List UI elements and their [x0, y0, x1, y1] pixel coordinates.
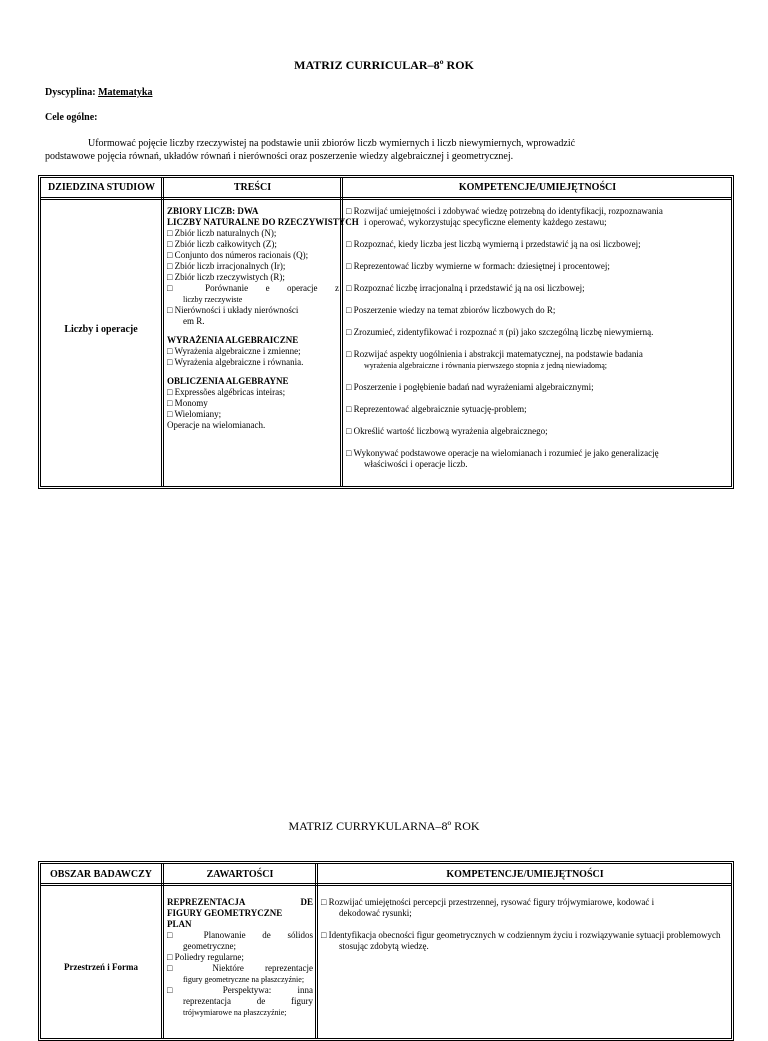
- column-divider: [161, 864, 164, 1038]
- section-heading: WYRAŻENIA ALGEBRAICZNE: [167, 335, 299, 345]
- content-item: □ Poliedry regularne;: [167, 952, 244, 962]
- content-heading-1: ZBIORY LICZB: DWA: [167, 206, 259, 216]
- content-item: geometryczne;: [183, 941, 236, 951]
- competence-text: □ Poszerzenie wiedzy na temat zbiorów liczbowych do R;: [346, 305, 556, 315]
- competence-item: [346, 239, 716, 250]
- competence-text: □ Rozwijać aspekty uogólnienia i abstrakcji matematycznej, na podstawie badania: [346, 349, 643, 359]
- content-heading-1: REPREZENTACJA DE: [167, 897, 313, 907]
- competence-item: [321, 897, 729, 919]
- competence-item: [346, 327, 716, 338]
- competence-item: [346, 305, 716, 316]
- page-title: MATRIZ CURRICULAR–8º ROK: [294, 58, 474, 72]
- competence-text: □ Poszerzenie i pogłębienie badań nad wyrażeniami algebraicznymi;: [346, 382, 594, 392]
- competences-column: [346, 206, 716, 470]
- competence-continuation: i operować, wykorzystując specyficzne elementy każdego zestawu;: [364, 217, 607, 227]
- content-item: Operacje na wielomianach.: [167, 420, 266, 430]
- competence-text: □ Rozpoznać liczbę irracjonalną i przedstawić ją na osi liczbowej;: [346, 283, 585, 293]
- content-item: □ Planowanie de sólidos: [167, 930, 313, 940]
- competence-item: [346, 349, 716, 371]
- header-study-area: DZIEDZINA STUDIÓW: [48, 182, 155, 193]
- header-content: TREŚCI: [233, 182, 272, 193]
- header-competences: KOMPETENCJE/UMIEJĘTNOŚCI: [458, 182, 617, 193]
- content-item: trójwymiarowe na płaszczyźnie;: [183, 1008, 287, 1017]
- column-divider: [161, 178, 164, 486]
- content-item: □ Wielomiany;: [167, 409, 222, 419]
- content-item: reprezentacja de figury: [183, 996, 313, 1006]
- content-item: □ Nierówności i układy nierówności: [167, 305, 299, 315]
- content-column: [167, 206, 359, 431]
- header-research-area: OBSZAR BADAWCZY: [50, 869, 152, 880]
- competence-item: [346, 382, 716, 393]
- goals-line-2: podstawowe pojęcia równań, układów równań i nierówności oraz poszerzenie wiedzy algebraicznej i geometrycznej.: [45, 151, 514, 162]
- competence-continuation: właściwości i operacje liczb.: [364, 459, 468, 469]
- section-heading: OBLICZENIA ALGEBRAYNE: [167, 376, 289, 386]
- competence-item: [321, 930, 729, 952]
- goals-label: Cele ogólne:: [45, 112, 98, 123]
- competence-text: □ Rozwijać umiejętności i zdobywać wiedzę potrzebną do identyfikacji, rozpoznawania: [346, 206, 663, 216]
- content-heading-3: PLAN: [167, 919, 192, 929]
- header-contents: ZAWARTOŚCI: [206, 869, 274, 880]
- content-item: □ Zbiór liczb naturalnych (N);: [167, 228, 277, 238]
- content-item: □ Zbiór liczb irracjonalnych (Ir);: [167, 261, 286, 271]
- competence-item: [346, 283, 716, 294]
- content-item: □ Wyrażenia algebraiczne i zmienne;: [167, 346, 301, 356]
- goals-line-1: Uformować pojęcie liczby rzeczywistej na podstawie unii zbiorów liczb wymiernych i liczb niewymiernych, wprowadzić: [88, 138, 576, 149]
- competence-text: □ Reprezentować liczby wymierne w formach: dziesiętnej i procentowej;: [346, 261, 610, 271]
- competence-text: □ Określić wartość liczbową wyrażenia algebraicznego;: [346, 426, 548, 436]
- competence-continuation: stosując zdobytą wiedzę.: [339, 941, 429, 951]
- page-title-2: MATRIZ CURRYKULARNA–8º ROK: [288, 819, 480, 833]
- competence-text: □ Reprezentować algebraicznie sytuację-problem;: [346, 404, 527, 414]
- content-item: □ Zbiór liczb całkowitych (Z);: [167, 239, 277, 249]
- content-item: □ Monomy: [167, 398, 208, 408]
- content-column: [167, 897, 313, 1018]
- content-heading-2: FIGURY GEOMETRYCZNE: [167, 908, 283, 918]
- content-item: em R.: [183, 316, 205, 326]
- content-item: □ Zbiór liczb rzeczywistych (R);: [167, 272, 285, 282]
- competence-continuation: wyrażenia algebraiczne i równania pierwszego stopnia z jedną niewiadomą;: [364, 361, 608, 370]
- discipline-line: [45, 87, 153, 98]
- discipline-label: Dyscyplina:: [45, 87, 96, 98]
- competences-column: [321, 897, 729, 952]
- curriculum-table-1: [38, 175, 734, 489]
- content-item: □ Wyrażenia algebraiczne i równania.: [167, 357, 304, 367]
- content-item: □ Perspektywa: inna: [167, 985, 313, 995]
- content-item: □ Expressões algébricas inteiras;: [167, 387, 286, 397]
- column-divider: [315, 864, 318, 1038]
- competence-text: □ Zrozumieć, zidentyfikować i rozpoznać π (pi) jako szczególną liczbę niewymierną.: [346, 327, 654, 337]
- competence-text: □ Rozwijać umiejętności percepcji przestrzennej, rysować figury trójwymiarowe, kodować i: [321, 897, 655, 907]
- competence-item: [346, 261, 716, 272]
- competence-text: □ Wykonywać podstawowe operacje na wielomianach i rozumieć je jako generalizację: [346, 448, 659, 458]
- competence-text: □ Identyfikacja obecności figur geometrycznych w codziennym życiu i rozwiązywanie sytuacji problemowych: [321, 930, 721, 940]
- study-area-label: Liczby i operacje: [64, 324, 138, 335]
- competence-continuation: dekodować rysunki;: [339, 908, 412, 918]
- competence-item: [346, 426, 716, 437]
- content-item: liczby rzeczywiste: [183, 295, 243, 304]
- discipline-value: Matematyka: [98, 87, 153, 98]
- competence-item: [346, 206, 716, 228]
- header-competences: KOMPETENCJE/UMIEJĘTNOŚCI: [446, 869, 604, 880]
- competence-text: □ Rozpoznać, kiedy liczba jest liczbą wymierną i przedstawić ją na osi liczbowej;: [346, 239, 641, 249]
- content-item: □ Porównanie e operacje z: [167, 283, 339, 293]
- content-item: □ Conjunto dos números racionais (Q);: [167, 250, 309, 260]
- curriculum-table-2: [38, 861, 734, 1041]
- competence-item: [346, 448, 716, 470]
- content-item: figury geometryczne na płaszczyźnie;: [183, 975, 305, 984]
- content-heading-2: LICZBY NATURALNE DO RZECZYWISTYCH: [167, 217, 359, 227]
- content-item: □ Niektóre reprezentacje: [167, 963, 313, 973]
- competence-item: [346, 404, 716, 415]
- study-area-label: Przestrzeń i Forma: [64, 962, 138, 972]
